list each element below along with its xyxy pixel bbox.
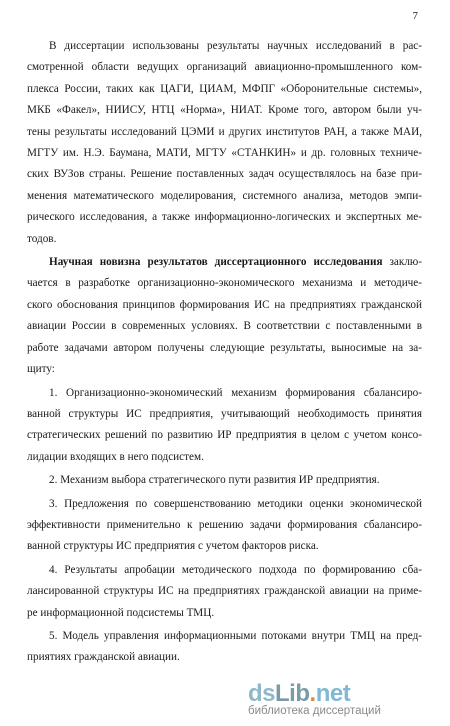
novelty-lead-rest: заклю- [382, 256, 422, 269]
text-line: лидации входящих в него подсистем. [27, 450, 204, 463]
result-item-3 [27, 494, 422, 558]
text-line: 3. Предложения по совершенствованию методики оценки экономической [49, 497, 422, 510]
result-item-5 [27, 626, 422, 669]
novelty-heading: Научная новизна результатов диссертационного исследования [49, 256, 383, 269]
text-line: ванной структуры ИС предприятия с учетом факторов риска. [27, 540, 319, 553]
text-line: тодов. [27, 232, 57, 245]
text-line: авиации России в современных условиях. В соответствии с поставленными в [27, 320, 422, 333]
text-line: стратегических решений по развитию ИР предприятия в целом с учетом консо- [27, 429, 422, 442]
text-line: плекса России, таких как ЦАГИ, ЦИАМ, МФПГ «Оборонительные системы», [27, 82, 422, 95]
watermark-subtitle: библиотека диссертаций [248, 705, 381, 717]
text-line: 1. Организационно-экономический механизм формирования сбалансиро- [49, 386, 422, 399]
text-line: ского обоснования принципов формирования ИС на предприятиях гражданской [27, 298, 422, 311]
text-line: 2. Механизм выбора стратегического пути развития ИР предприятия. [49, 474, 380, 487]
text-line: работе задачами автором получены следующие результаты, выносимые на за- [27, 341, 422, 354]
logo-net: net [315, 680, 351, 707]
body-text [27, 36, 422, 669]
text-line: лансированной структуры ИС на предприятиях гражданской авиации на приме- [27, 585, 422, 598]
text-line [27, 252, 422, 273]
paragraph-sources [27, 36, 422, 250]
text-line: МГТУ им. Н.Э. Баумана, МАТИ, МГТУ «СТАНКИН» и др. головных техниче- [27, 147, 422, 160]
text-line: менения математического моделирования, системного анализа, методов эмпи- [27, 189, 422, 202]
text-line: рического исследования, а также информационно-логических и экспертных ме- [27, 211, 422, 224]
text-line: ре информационной подсистемы ТМЦ. [27, 606, 215, 619]
text-line: щиту: [27, 363, 55, 376]
result-item-4 [27, 560, 422, 624]
result-item-2 [27, 470, 422, 491]
text-line: тены результаты исследований ЦЭМИ и других институтов РАН, а также МАИ, [27, 125, 422, 138]
text-line: ских ВУЗов страны. Решение поставленных задач осуществлялось на базе при- [27, 168, 422, 181]
text-line: В диссертации использованы результаты научных исследований в рас- [49, 40, 422, 52]
dslib-logo [248, 680, 350, 708]
logo-lib: Lib [275, 680, 310, 707]
paragraph-novelty [27, 252, 422, 380]
text-line: 4. Результаты апробации методического подхода по формированию сба- [49, 563, 422, 576]
logo-dot: . [309, 680, 316, 707]
text-line: 5. Модель управления информационными потоками внутри ТМЦ на пред- [49, 629, 422, 642]
text-line: эффективности применительно к решению задачи формирования сбалансиро- [27, 518, 422, 531]
text-line: смотренной области ведущих организаций авиационно-промышленного ком- [27, 61, 422, 74]
logo-ds: ds [248, 680, 276, 707]
text-line: приятиях гражданской авиации. [27, 651, 180, 664]
page-number: 7 [412, 10, 418, 22]
dslib-watermark [248, 680, 438, 720]
text-line: ванной структуры ИС предприятия, учитывающий необходимость принятия [27, 407, 422, 420]
text-line: МКБ «Факел», НИИСУ, НТЦ «Норма», НИАТ. Кроме того, автором были уч- [27, 104, 422, 117]
result-item-1 [27, 383, 422, 469]
text-line: чается в разработке организационно-экономического механизма и методиче- [27, 277, 422, 290]
